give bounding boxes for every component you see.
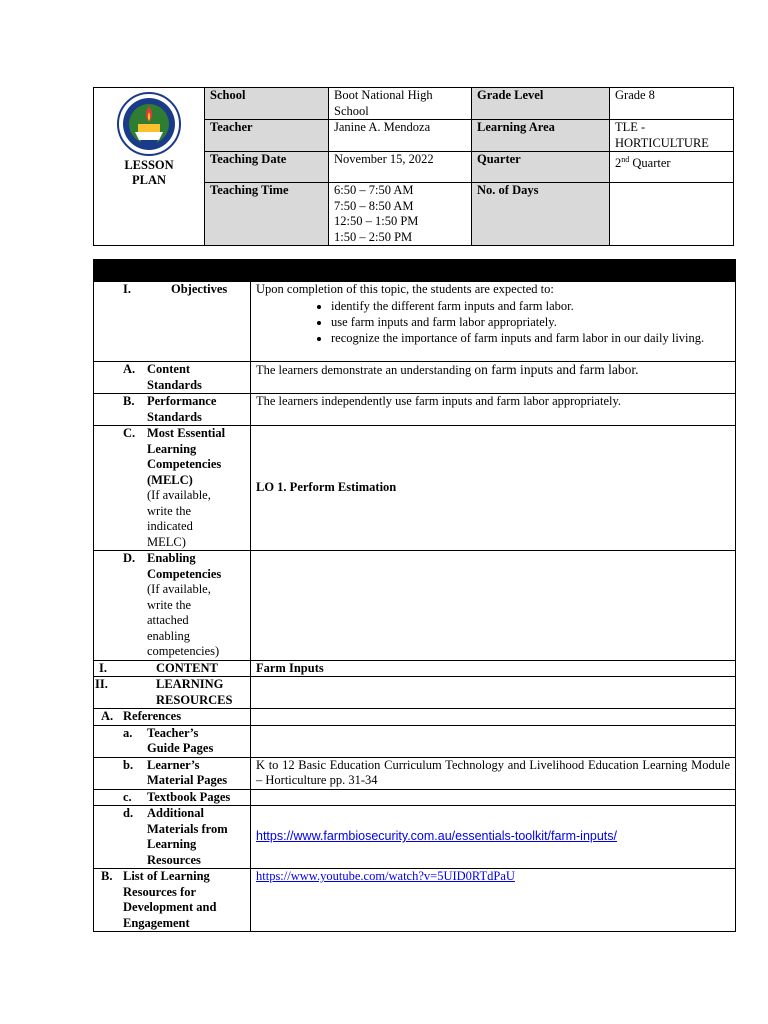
quarter-value: 2nd Quarter	[610, 152, 734, 183]
learning-resources-row: II. LEARNING RESOURCES	[94, 677, 736, 709]
days-label: No. of Days	[472, 183, 610, 246]
tg-pages-row: a. Teacher’s Guide Pages	[94, 725, 736, 757]
lm-pages-label: Learner’s Material Pages	[147, 757, 228, 787]
quarter-label: Quarter	[472, 152, 610, 183]
learning-resources-label: LEARNING RESOURCES	[156, 677, 233, 707]
farmbiosecurity-link[interactable]: https://www.farmbiosecurity.com.au/essentials-toolkit/farm-inputs/	[256, 829, 618, 844]
lesson-plan-body	[93, 259, 736, 932]
days-value	[610, 183, 734, 246]
references-row: A. References	[94, 709, 736, 726]
additional-materials-row: d. Additional Materials from Learning Resources https://www.farmbiosecurity.com.au/essentials-toolkit/farm-inputs/	[94, 806, 736, 869]
lm-pages-value: K to 12 Basic Education Curriculum Technology and Livelihood Education Learning Module – Horticulture pp. 31-34	[251, 757, 736, 789]
melc-value: LO 1. Perform Estimation	[251, 426, 736, 551]
references-value	[251, 709, 736, 726]
objective-item: • use farm inputs and farm labor appropriately.	[331, 314, 730, 330]
objectives-num: I.	[123, 282, 131, 296]
enabling-value	[251, 551, 736, 661]
lesson-plan-header	[93, 87, 734, 246]
date-value: November 15, 2022	[329, 152, 472, 183]
area-value: TLE - HORTICULTURE	[610, 120, 734, 152]
list-resources-row: B. List of Learning Resources for Development and Engagement https://www.youtube.com/watch?v=5UID0RTdPaU	[94, 869, 736, 932]
objectives-list	[256, 298, 730, 346]
references-label: References	[123, 709, 182, 723]
content-label: CONTENT	[156, 660, 218, 675]
lm-pages-row: b. Learner’s Material Pages K to 12 Basic Education Curriculum Technology and Livelihood Education Learning Module – Horticulture pp. 31-34	[94, 757, 736, 789]
melc-label: Most Essential Learning Competencies (MELC)	[147, 426, 226, 487]
school-label: School	[205, 88, 329, 120]
performance-standards-value: The learners independently use farm inputs and farm labor appropriately.	[251, 394, 736, 426]
content-standards-row: A. Content Standards The learners demonstrate an understanding on farm inputs and farm labor.	[94, 362, 736, 394]
time-values: 6:50 – 7:50 AM 7:50 – 8:50 AM 12:50 – 1:50 PM 1:50 – 2:50 PM	[329, 183, 472, 246]
grade-value: Grade 8	[610, 88, 734, 120]
additional-materials-label: Additional Materials from Learning Resources	[147, 806, 228, 867]
tg-pages-value	[251, 725, 736, 757]
list-resources-label: List of Learning Resources for Development and Engagement	[123, 869, 217, 930]
section-bar	[94, 260, 736, 282]
teacher-value: Janine A. Mendoza	[329, 120, 472, 152]
objectives-row	[94, 282, 736, 362]
objective-item: • identify the different farm inputs and farm labor.	[331, 298, 730, 314]
time-label: Teaching Time	[205, 183, 329, 246]
content-standards-label: Content Standards	[147, 362, 202, 392]
school-seal-icon	[117, 92, 181, 156]
tg-pages-label: Teacher’s Guide Pages	[147, 725, 214, 755]
enabling-label: Enabling Competencies	[147, 551, 222, 581]
objective-item: • recognize the importance of farm inputs and farm labor in our daily living.	[331, 330, 730, 346]
enabling-note: (If available, write the attached enabling competencies)	[147, 582, 220, 658]
performance-standards-row: B. Performance Standards The learners independently use farm inputs and farm labor appropriately.	[94, 394, 736, 426]
doc-title-line1: LESSON	[124, 158, 174, 172]
doc-title-line2: PLAN	[131, 173, 167, 187]
melc-note: (If available, write the indicated MELC)	[147, 488, 211, 549]
objectives-label: Objectives	[171, 282, 228, 296]
content-standards-value: The learners demonstrate an understanding on farm inputs and farm labor.	[251, 362, 736, 394]
learning-resources-value	[251, 677, 736, 709]
enabling-row: D. Enabling Competencies (If available, write the attached enabling competencies)	[94, 551, 736, 661]
tb-pages-label: Textbook Pages	[147, 789, 231, 804]
objectives-intro: Upon completion of this topic, the students are expected to:	[256, 282, 554, 296]
content-value: Farm Inputs	[251, 660, 736, 677]
performance-standards-label: Performance Standards	[147, 394, 217, 424]
tb-pages-value	[251, 789, 736, 806]
tb-pages-row: c. Textbook Pages	[94, 789, 736, 806]
grade-label: Grade Level	[472, 88, 610, 120]
logo-cell	[94, 88, 205, 246]
date-label: Teaching Date	[205, 152, 329, 183]
content-row: I. CONTENT Farm Inputs	[94, 660, 736, 677]
youtube-link[interactable]: https://www.youtube.com/watch?v=5UID0RTdPaU	[256, 869, 515, 883]
melc-row: C. Most Essential Learning Competencies (MELC) (If available, write the indicated MELC) LO 1. Perform Estimation	[94, 426, 736, 551]
area-label: Learning Area	[472, 120, 610, 152]
school-value: Boot National High School	[329, 88, 472, 120]
teacher-label: Teacher	[205, 120, 329, 152]
